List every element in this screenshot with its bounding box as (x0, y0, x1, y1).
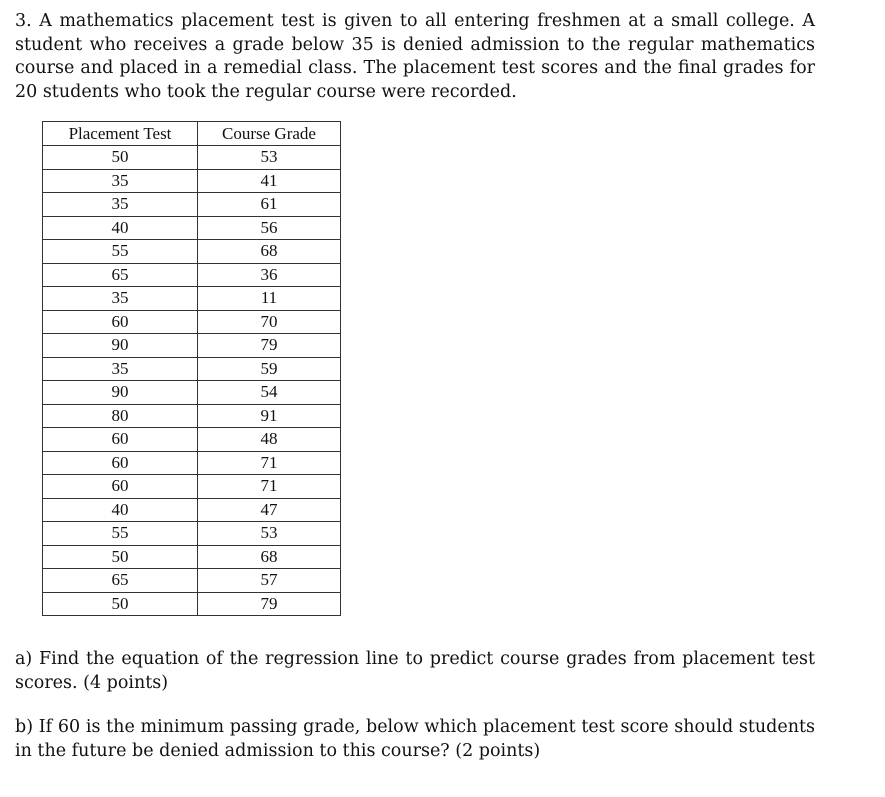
header-placement-test: Placement Test (43, 122, 198, 146)
placement-test-cell: 35 (43, 287, 198, 311)
question-b: b) If 60 is the minimum passing grade, below which placement test score should students in the future be denied admission to this course? (2 points) (15, 717, 815, 761)
course-grade-cell: 54 (198, 381, 341, 405)
table-row (43, 428, 341, 452)
placement-test-cell: 65 (43, 569, 198, 593)
course-grade-cell: 47 (198, 498, 341, 522)
table-row (43, 475, 341, 499)
table-row (43, 263, 341, 287)
course-grade-cell: 71 (198, 475, 341, 499)
course-grade-cell: 70 (198, 310, 341, 334)
table-row (43, 381, 341, 405)
table-row (43, 287, 341, 311)
table-body (43, 146, 341, 616)
table-row (43, 545, 341, 569)
placement-test-cell: 55 (43, 240, 198, 264)
course-grade-cell: 68 (198, 545, 341, 569)
course-grade-cell: 59 (198, 357, 341, 381)
table-row (43, 569, 341, 593)
course-grade-cell: 36 (198, 263, 341, 287)
course-grade-cell: 11 (198, 287, 341, 311)
placement-test-cell: 60 (43, 451, 198, 475)
course-grade-cell: 48 (198, 428, 341, 452)
table-row (43, 451, 341, 475)
table-row (43, 193, 341, 217)
course-grade-cell: 57 (198, 569, 341, 593)
scores-table (42, 121, 341, 616)
course-grade-cell: 41 (198, 169, 341, 193)
placement-test-cell: 50 (43, 146, 198, 170)
placement-test-cell: 50 (43, 592, 198, 616)
placement-test-cell: 50 (43, 545, 198, 569)
course-grade-cell: 53 (198, 146, 341, 170)
table-row (43, 334, 341, 358)
placement-test-cell: 60 (43, 310, 198, 334)
table-row (43, 404, 341, 428)
placement-test-cell: 55 (43, 522, 198, 546)
header-course-grade: Course Grade (198, 122, 341, 146)
course-grade-cell: 91 (198, 404, 341, 428)
question-a: a) Find the equation of the regression line to predict course grades from placement test scores. (4 points) (15, 649, 815, 693)
problem-statement: 3. A mathematics placement test is given to all entering freshmen at a small college. A student who receives a grade below 35 is denied admission to the regular mathematics course and placed in a remedial class. The placement test scores and the final grades for 20 students who took the regular course were recorded. (15, 11, 815, 102)
table-row (43, 357, 341, 381)
table-row (43, 310, 341, 334)
placement-test-cell: 90 (43, 381, 198, 405)
placement-test-cell: 65 (43, 263, 198, 287)
course-grade-cell: 61 (198, 193, 341, 217)
table-row (43, 592, 341, 616)
table-row (43, 240, 341, 264)
course-grade-cell: 53 (198, 522, 341, 546)
table-row (43, 169, 341, 193)
placement-test-cell: 40 (43, 498, 198, 522)
placement-test-cell: 40 (43, 216, 198, 240)
table-row (43, 146, 341, 170)
placement-test-cell: 35 (43, 357, 198, 381)
course-grade-cell: 56 (198, 216, 341, 240)
placement-test-cell: 60 (43, 475, 198, 499)
course-grade-cell: 71 (198, 451, 341, 475)
placement-test-cell: 35 (43, 169, 198, 193)
table-row (43, 498, 341, 522)
placement-test-cell: 90 (43, 334, 198, 358)
course-grade-cell: 79 (198, 334, 341, 358)
placement-test-cell: 60 (43, 428, 198, 452)
table-header-row (43, 122, 341, 146)
placement-test-cell: 80 (43, 404, 198, 428)
course-grade-cell: 68 (198, 240, 341, 264)
table-row (43, 522, 341, 546)
table-row (43, 216, 341, 240)
course-grade-cell: 79 (198, 592, 341, 616)
placement-test-cell: 35 (43, 193, 198, 217)
